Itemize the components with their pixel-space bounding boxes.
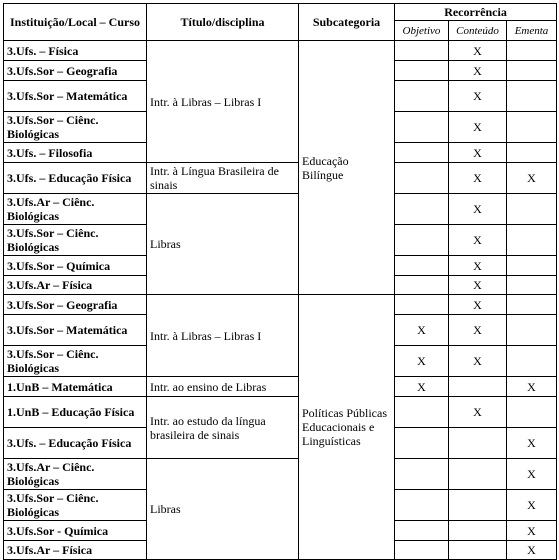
row-instituicao: 3.Ufs.Sor – Matemática [4,81,147,112]
row-instituicao: 3.Ufs. – Educação Física [4,163,147,194]
header-instituicao: Instituição/Local – Curso [4,4,147,41]
row-instituicao: 3.Ufs. – Educação Física [4,428,147,459]
row-objetivo [395,397,449,428]
row-conteudo [449,459,507,490]
row-instituicao: 3.Ufs.Sor – Ciênc. Biológicas [4,225,147,256]
row-ementa: X [507,490,557,521]
row-conteudo [449,541,507,560]
row-instituicao: 1.UnB – Matemática [4,377,147,397]
row-conteudo [449,490,507,521]
row-ementa [507,315,557,346]
row-conteudo: X [449,163,507,194]
row-instituicao: 3.Ufs.Ar – Ciênc. Biológicas [4,459,147,490]
row-ementa [507,143,557,163]
header-recorrencia: Recorrência [395,4,557,21]
row-instituicao: 3.Ufs. – Física [4,41,147,61]
row-ementa [507,194,557,225]
row-objetivo [395,194,449,225]
row-objetivo [395,163,449,194]
row-instituicao: 3.Ufs.Ar – Ciênc. Biológicas [4,194,147,225]
row-objetivo [395,143,449,163]
row-objetivo [395,81,449,112]
table-row [4,295,557,315]
row-conteudo: X [449,276,507,295]
table-row [4,377,557,397]
row-conteudo: X [449,295,507,315]
row-titulo: Libras [147,194,299,295]
table-row [4,163,557,194]
row-instituicao: 3.Ufs.Sor – Ciênc. Biológicas [4,490,147,521]
row-objetivo [395,490,449,521]
row-conteudo: X [449,81,507,112]
header-objetivo: Objetivo [395,21,449,41]
row-objetivo [395,256,449,276]
row-ementa: X [507,541,557,560]
row-titulo: Intr. à Libras – Libras I [147,41,299,163]
row-ementa: X [507,163,557,194]
table-row [4,397,557,428]
row-objetivo [395,428,449,459]
row-conteudo: X [449,41,507,61]
row-titulo: Libras [147,459,299,560]
row-instituicao: 3.Ufs.Sor – Química [4,256,147,276]
row-objetivo: X [395,315,449,346]
row-conteudo [449,377,507,397]
row-objetivo: X [395,377,449,397]
row-objetivo [395,225,449,256]
row-objetivo [395,112,449,143]
row-conteudo: X [449,143,507,163]
row-ementa [507,81,557,112]
row-ementa [507,61,557,81]
header-subcategoria: Subcategoria [299,4,395,41]
header-titulo: Título/disciplina [147,4,299,41]
row-conteudo: X [449,397,507,428]
row-instituicao: 3.Ufs.Ar – Física [4,276,147,295]
header-ementa: Ementa [507,21,557,41]
row-instituicao: 3.Ufs.Sor – Geografia [4,61,147,81]
row-conteudo [449,428,507,459]
row-ementa [507,346,557,377]
row-instituicao: 3.Ufs. – Filosofia [4,143,147,163]
row-subcategoria: Políticas Públicas Educacionais e Linguísticas [299,295,395,560]
row-titulo: Intr. à Língua Brasileira de sinais [147,163,299,194]
row-ementa: X [507,521,557,541]
table-row [4,459,557,490]
header-conteudo: Conteúdo [449,21,507,41]
row-conteudo [449,521,507,541]
row-conteudo: X [449,315,507,346]
row-ementa: X [507,459,557,490]
row-ementa [507,41,557,61]
row-ementa: X [507,377,557,397]
row-objetivo [395,276,449,295]
recorrencia-table [3,3,557,560]
row-conteudo: X [449,346,507,377]
row-ementa: X [507,428,557,459]
row-titulo: Intr. ao estudo da língua brasileira de sinais [147,397,299,459]
row-ementa [507,225,557,256]
header-row [4,4,557,21]
row-instituicao: 3.Ufs.Ar – Física [4,541,147,560]
row-objetivo [395,61,449,81]
table-row [4,194,557,225]
row-instituicao: 3.Ufs.Sor – Geografia [4,295,147,315]
row-ementa [507,295,557,315]
row-instituicao: 3.Ufs.Sor – Ciênc. Biológicas [4,112,147,143]
row-conteudo: X [449,61,507,81]
row-ementa [507,256,557,276]
row-titulo: Intr. ao ensino de Libras [147,377,299,397]
row-titulo: Intr. à Libras – Libras I [147,295,299,377]
row-subcategoria: Educação Bilíngue [299,41,395,295]
row-objetivo [395,295,449,315]
row-objetivo [395,41,449,61]
row-instituicao: 1.UnB – Educação Física [4,397,147,428]
row-conteudo: X [449,225,507,256]
row-objetivo [395,541,449,560]
row-conteudo: X [449,256,507,276]
row-ementa [507,397,557,428]
row-conteudo: X [449,194,507,225]
row-objetivo [395,459,449,490]
table-row [4,41,557,61]
row-instituicao: 3.Ufs.Sor - Química [4,521,147,541]
row-objetivo: X [395,346,449,377]
row-instituicao: 3.Ufs.Sor – Ciênc. Biológicas [4,346,147,377]
row-conteudo: X [449,112,507,143]
row-objetivo [395,521,449,541]
row-ementa [507,112,557,143]
row-ementa [507,276,557,295]
row-instituicao: 3.Ufs.Sor – Matemática [4,315,147,346]
